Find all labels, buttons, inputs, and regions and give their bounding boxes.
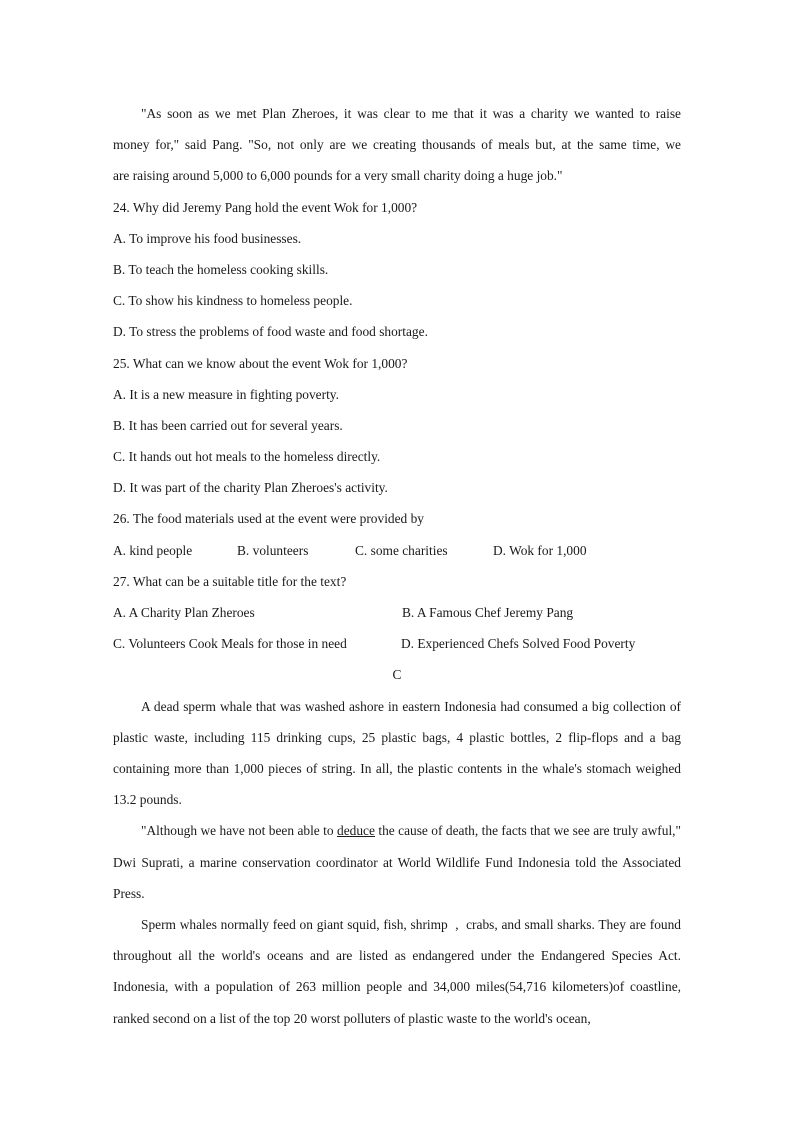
question-27-stem: 27. What can be a suitable title for the text? (113, 573, 347, 589)
question-26-option-b[interactable]: B. volunteers (237, 542, 309, 558)
underlined-word-deduce: deduce (337, 823, 375, 839)
paragraph-2-text-after: the cause of death, the facts that we see are truly awful," Dwi Suprati, a marine conservation coordinator at World Wildlife Fund Indonesia told the Associated Press. (113, 823, 681, 901)
question-25-option-b[interactable]: B. It has been carried out for several years. (113, 417, 343, 433)
question-24-option-a[interactable]: A. To improve his food businesses. (113, 230, 302, 246)
question-26-option-c[interactable]: C. some charities (355, 542, 448, 558)
question-24-option-b[interactable]: B. To teach the homeless cooking skills. (113, 261, 329, 277)
question-27-options-row-1 (113, 597, 681, 628)
question-24-option-c[interactable]: C. To show his kindness to homeless people. (113, 293, 353, 309)
passage-b-line-3: are raising around 5,000 to 6,000 pounds for a very small charity doing a huge job." (113, 168, 563, 184)
question-24-option-d[interactable]: D. To stress the problems of food waste and food shortage. (113, 324, 428, 340)
section-c-paragraph-2 (113, 815, 681, 909)
question-25-option-d[interactable]: D. It was part of the charity Plan Zheroes's activity. (113, 480, 388, 496)
question-26-option-d[interactable]: D. Wok for 1,000 (493, 542, 587, 558)
document-page (113, 98, 681, 1034)
question-25-option-c[interactable]: C. It hands out hot meals to the homeless directly. (113, 449, 381, 465)
section-c-heading: C (392, 667, 402, 683)
section-c-paragraph-1: A dead sperm whale that was washed ashore in eastern Indonesia had consumed a big collection of plastic waste, including 115 drinking cups, 25 plastic bags, 4 plastic bottles, 2 flip-flops and a bag containing more than 1,000 pieces of string. In all, the plastic contents in the whale's stomach weighed 13.2 pounds. (113, 698, 681, 808)
question-27-option-d[interactable]: D. Experienced Chefs Solved Food Poverty (401, 636, 636, 652)
section-c-paragraph-3: Sperm whales normally feed on giant squid, fish, shrimp , crabs, and small sharks. They are found throughout all the world's oceans and are listed as endangered under the Endangered Species Act. Indonesia, with a population of 263 million people and 34,000 miles(54,716 kilometers)of coastline, ranked second on a list of the top 20 worst polluters of plastic waste to the world's ocean, (113, 916, 681, 1026)
question-27-option-a[interactable]: A. A Charity Plan Zheroes (113, 605, 255, 620)
question-26-option-a[interactable]: A. kind people (113, 542, 193, 558)
paragraph-2-text-before: "Although we have not been able to (141, 823, 338, 839)
question-25-option-a[interactable]: A. It is a new measure in fighting poverty. (113, 386, 339, 402)
question-26-options (113, 535, 681, 566)
question-27-options-row-2 (113, 628, 681, 659)
question-26-stem: 26. The food materials used at the event were provided by (113, 511, 424, 527)
passage-b-line-1: "As soon as we met Plan Zheroes, it was clear to me that it was a charity we wanted to raise (141, 106, 681, 121)
question-25-stem: 25. What can we know about the event Wok for 1,000? (113, 355, 408, 371)
section-c-body (113, 691, 681, 1034)
question-27-option-b[interactable]: B. A Famous Chef Jeremy Pang (402, 605, 574, 620)
question-24-stem: 24. Why did Jeremy Pang hold the event Wok for 1,000? (113, 199, 418, 215)
passage-b-line-2: money for," said Pang. "So, not only are we creating thousands of meals but, at the same time, we (113, 137, 681, 153)
question-27-option-c[interactable]: C. Volunteers Cook Meals for those in need (113, 636, 347, 652)
